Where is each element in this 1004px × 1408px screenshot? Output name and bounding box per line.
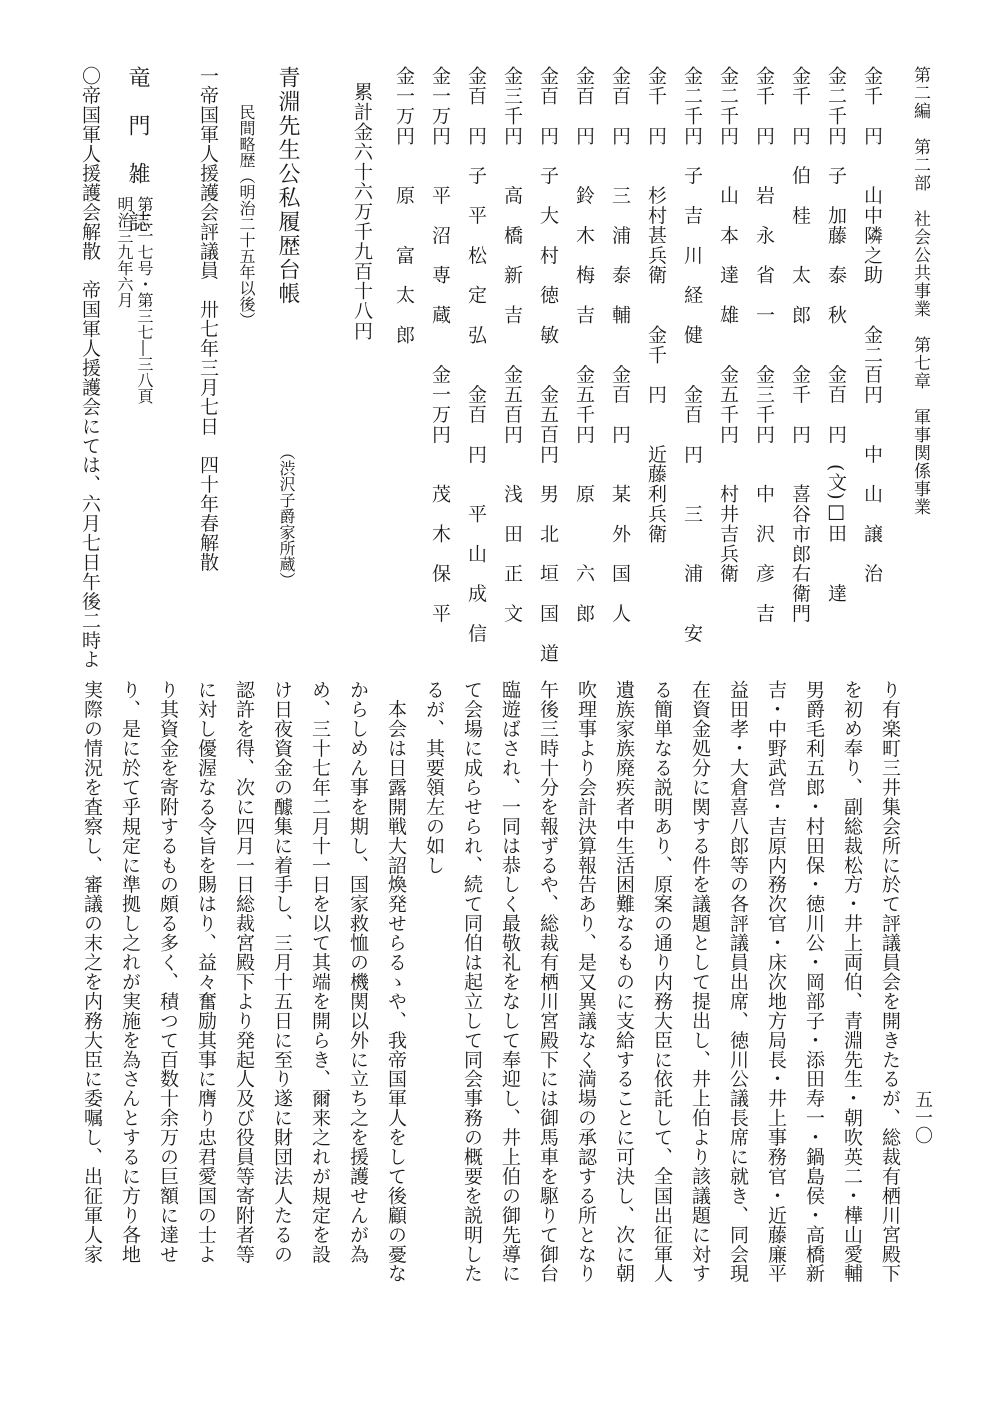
body-text-line: るが、其要領左の如し [423, 680, 445, 875]
body-text-line: め、三十七年二月十一日を以て其端を開らき、爾来之れが規定を設 [309, 680, 331, 1264]
body-text-line: 在資金処分に関する件を議題として提出し、井上伯より該議題に対す [689, 680, 711, 1283]
body-text-line: け日夜資金の醵集に着手し、三月十五日に至り遂に財団法人たるの [271, 680, 293, 1264]
donor-entry: 金百 円 三 浦 泰 輔 金百 円 某 外 国 人 [609, 66, 631, 624]
body-text-line: 午後三時十分を報ずるや、総裁有栖川宮殿下には御馬車を駆りて御台 [537, 680, 559, 1283]
body-text-line: 吹理事より会計決算報告あり、是又異議なく満場の承認する所となり [575, 680, 597, 1283]
donor-entry: 金千 円 杉村甚兵衛 金千 円 近藤利兵衛 [645, 66, 667, 544]
donor-entry: 金三千円 高 橋 新 吉 金五百円 浅 田 正 文 [501, 66, 523, 624]
magazine-date: 明治三九年六月 [115, 196, 134, 308]
body-text-line: 遺族家族廃疾者中生活困難なるものに支給することに可決し、次に朝 [613, 680, 635, 1283]
donor-entry: 金一万円 原 富 太 郎 [393, 66, 415, 345]
body-text-line: 実際の情況を査察し、審議の末之を内務大臣に委嘱し、出征軍人家 [81, 680, 103, 1264]
body-text-line: 本会は日露開戦大詔煥発せらるゝや、我帝国軍人をして後顧の憂な [385, 680, 407, 1283]
body-text-line: り其資金を寄附するもの頗る多く、積つて百数十余万の巨額に達せ [157, 680, 179, 1264]
donor-entry: 金二千円 子 吉 川 経 健 金百 円 三 浦 安 [681, 66, 703, 644]
donor-entry: 金百 円 子 大 村 徳 敏 金五百円 男 北 垣 国 道 [537, 66, 559, 663]
body-text-line: 益田孝・大倉喜八郎等の各評議員出席、徳川公議長席に就き、同会現 [727, 680, 749, 1283]
donor-entry: 金百 円 子 平 松 定 弘 金百 円 平 山 成 信 [465, 66, 487, 644]
donor-entry: 金一万円 平 沼 専 蔵 金一万円 茂 木 保 平 [429, 66, 451, 624]
body-text-line: て会場に成らせられ、続て同伯は起立して同会事務の概要を説明した [461, 680, 483, 1283]
document-source: （渋沢子爵家所蔵） [277, 444, 296, 588]
donor-entry: 金二千円 山 本 達 雄 金五千円 村井吉兵衛 [717, 66, 739, 584]
body-text-line: 臨遊ばされ、一同は恭しく最敬礼をなして奉迎し、井上伯の御先導に [499, 680, 521, 1283]
donor-entry: 金百 円 鈴 木 梅 吉 金五千円 原 六 郎 [573, 66, 595, 624]
body-text-line: 男爵毛利五郎・村田保・徳川公・岡部子・添田寿一・鍋島侯・高橋新 [803, 680, 825, 1283]
section-heading: 〇帝国軍人援護会解散 帝国軍人援護会にては、六月七日午後二時よ [79, 66, 101, 669]
body-text-line: を初め奉り、副総裁松方・井上両伯、青淵先生・朝吹英二・樺山愛輔 [841, 680, 863, 1283]
document-subheading: 民間略歴（明治二十五年以後） [237, 104, 256, 328]
running-head: 第二編 第二部 社会公共事業 第七章 軍事関係事業 [910, 66, 930, 516]
body-text-line: り、是に於て乎規定に準拠し之れが実施を為さんとするに方り各地 [119, 680, 141, 1264]
document-entry: 一帝国軍人援護会評議員 卅七年三月七日 四十年春解散 [197, 66, 219, 572]
magazine-title: 竜 門 雑 誌 [125, 66, 150, 234]
body-text-line: る簡単なる説明あり、原案の通り内務大臣に依託して、全国出征軍人 [651, 680, 673, 1283]
body-text-line: 吉・中野武営・吉原内務次官・床次地方局長・井上事務官・近藤廉平 [765, 680, 787, 1283]
body-text-line: り有楽町三井集会所に於て評議員会を開きたるが、総裁有栖川宮殿下 [879, 680, 901, 1283]
page-number: 五一〇 [912, 1090, 933, 1144]
donation-total: 累計金六十六万千九百十八円 [351, 82, 373, 341]
donor-entry: 金二千円 子 加藤 泰 秋 金百 円 (文)□田 達 [825, 66, 847, 604]
document-title: 青淵先生公私履歴台帳 [275, 66, 300, 306]
body-text-line: に対し優渥なる令旨を賜はり、益々奮励其事に膺り忠君愛国の士よ [195, 680, 217, 1264]
body-text-line: 認許を得、次に四月一日総裁宮殿下より発起人及び役員等寄附者等 [233, 680, 255, 1264]
body-text-line: からしめん事を期し、国家救恤の機関以外に立ち之を援護せんが為 [347, 680, 369, 1264]
donor-entry: 金千 円 岩 永 省 一 金三千円 中 沢 彦 吉 [753, 66, 775, 624]
magazine-ref: 第二一七号・第三七―三八頁 [135, 196, 154, 404]
donor-entry: 金千 円 山中隣之助 金二百円 中 山 譲 治 [861, 66, 883, 584]
donor-entry: 金千 円 伯 桂 太 郎 金千 円 喜谷市郎右衛門 [789, 66, 811, 624]
